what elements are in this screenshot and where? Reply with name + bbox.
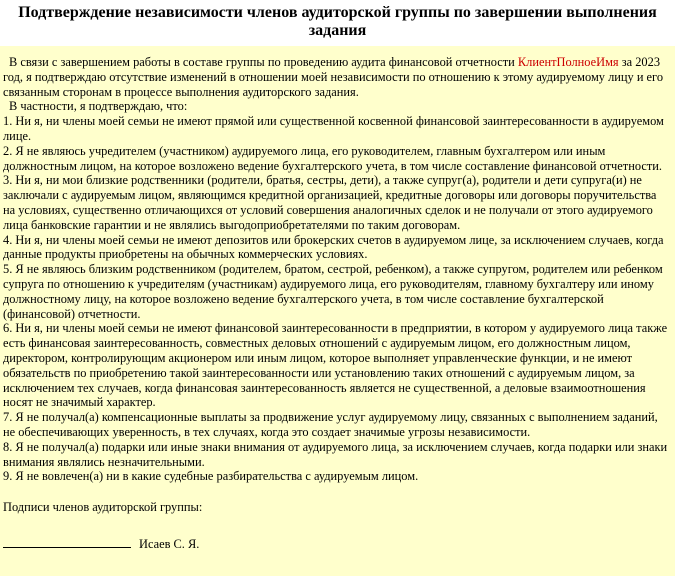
confirmation-body <box>0 46 675 576</box>
signature-line <box>3 537 131 548</box>
list-item: 6. Ни я, ни члены моей семьи не имеют финансовой заинтересованности в предприятии, в котором у аудируемого лица также есть финансовая заинтересованность, совместных деловых отношений с аудируемым лицом, его должностным лицом, директором, контролирующим акционером или иным лицом, которое выполняет управленческие функции, и не имеют обязательств по приобретению такой заинтересованности или установлению таких отношений с аудируемым лицом, за исключением тех случаев, когда финансовая заинтересованность является не существенной, а деловые взаимоотношения носят не значимый характер. <box>3 321 668 410</box>
spacer <box>3 484 671 500</box>
signature-row <box>3 537 671 552</box>
signatures-label: Подписи членов аудиторской группы: <box>3 500 203 515</box>
list-item: 7. Я не получал(а) компенсационные выплаты за продвижение услуг аудируемому лицу, связанных с выполнением заданий, не обеспечивающих уверенность, в тех случаях, когда это создает значимые угрозы независимости. <box>3 410 658 439</box>
intro-text-before: В связи с завершением работы в составе группы по проведению аудита финансовой отчетности <box>9 55 518 69</box>
list-item: 4. Ни я, ни члены моей семьи не имеют депозитов или брокерских счетов в аудируемом лице, за исключением случаев, когда данные продукты приобретены на обычных коммерческих условиях. <box>3 232 664 262</box>
list-item: 1. Ни я, ни члены моей семьи не имеют прямой или существенной косвенной финансовой заинтересованности в аудируемом лице. <box>3 114 664 143</box>
signer-name: Исаев С. Я. <box>139 536 200 551</box>
intro-text-after: за 2023 год, я подтверждаю отсутствие изменений в отношении моей независимости по отношению к этому аудируемому лицу и его связанным сторонам в процессе выполнения аудиторского задания. <box>3 55 664 99</box>
lead-text: В частности, я подтверждаю, что: <box>9 99 188 114</box>
client-name-placeholder: КлиентПолноеИмя <box>517 55 619 69</box>
intro-paragraph <box>3 55 671 99</box>
list-item: 9. Я не вовлечен(а) ни в какие судебные разбирательства с аудируемым лицом. <box>3 469 419 484</box>
list-item: 5. Я не являюсь близким родственником (родителем, братом, сестрой, ребенком), а также супругом, родителем или ребенком супруга по отношению к учредителям (участникам) аудируемого лица, его руководителям, главному бухгалтеру или иному должностному лицу, на которое возложено ведение бухгалтерского учета, в том числе составление бухгалтерской (финансовой) отчетности. <box>3 262 663 321</box>
list-item: 8. Я не получал(а) подарки или иные знаки внимания от аудируемого лица, за исключением случаев, когда подарки или знаки внимания являлись незначительными. <box>3 439 668 469</box>
document-title: Подтверждение независимости членов аудиторской группы по завершении выполнения задания <box>0 0 675 46</box>
list-item: 2. Я не являюсь учредителем (участником) аудируемого лица, его руководителем, главным бухгалтером или иным должностным лицом, на которое возложено ведение бухгалтерского учета, в том числе составление финансовой отчетности. <box>3 143 662 173</box>
spacer <box>3 515 671 537</box>
list-item: 3. Ни я, ни мои близкие родственники (родители, братья, сестры, дети), а также супруг(а), родители и дети супруга(и) не заключали с аудируемым лицом, являющимся кредитной организацией, кредитные договоры или договоры поручительства на условиях, существенно отличающихся от условий совершения аналогичных сделок и не получали от этого аудируемого лица банковские гарантии и не являлись выгодоприобретателями по таким договорам. <box>3 173 657 232</box>
